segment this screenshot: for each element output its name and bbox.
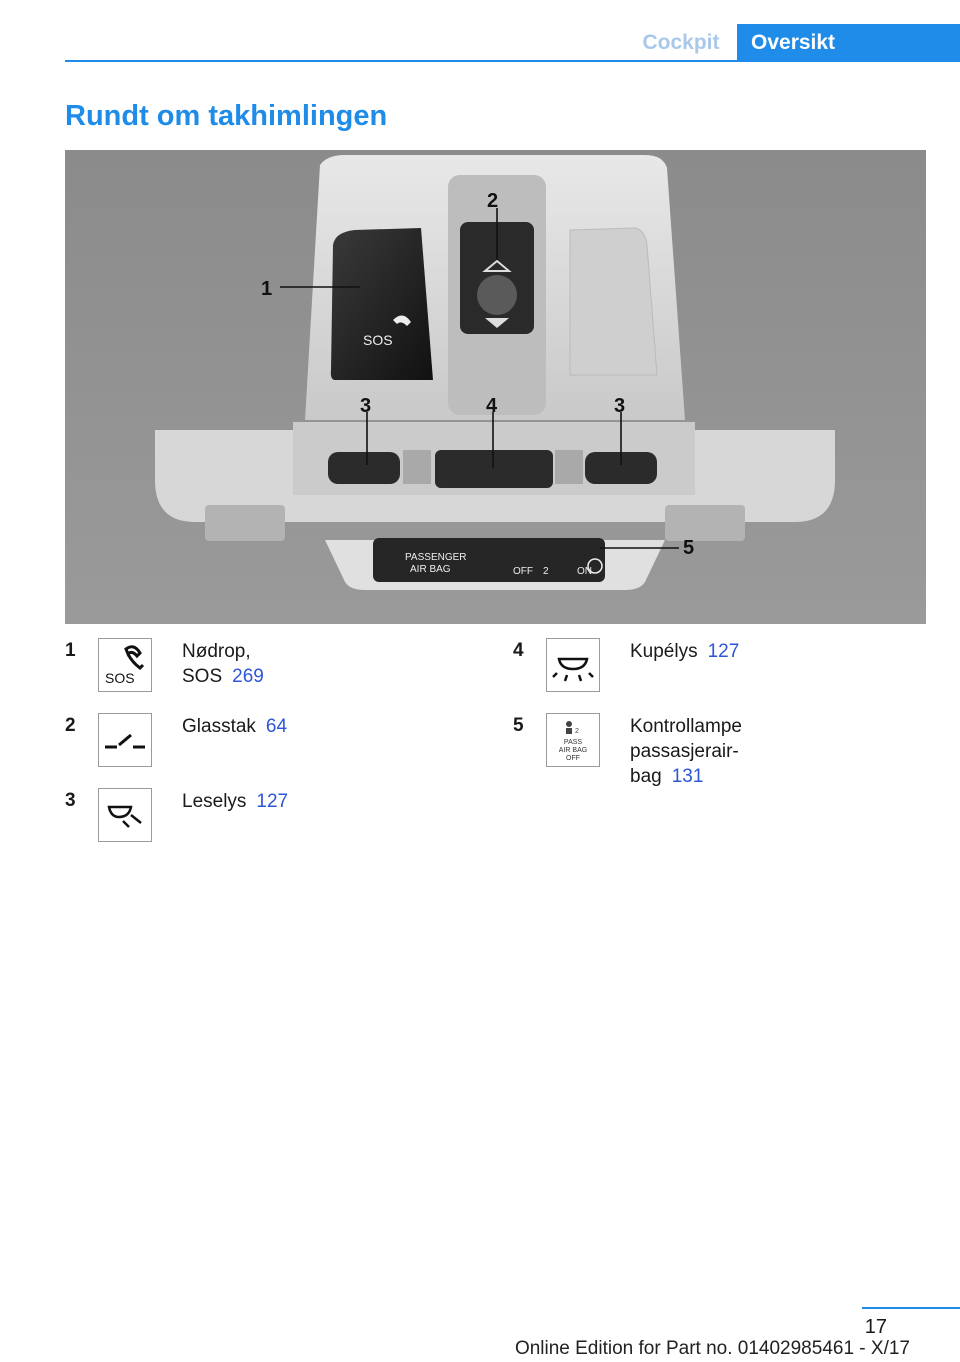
item-number: 3	[65, 790, 76, 811]
airbag-icon-line3: OFF	[566, 755, 580, 762]
edition-footer: Online Edition for Part no. 01402985461 - X/17	[514, 1338, 910, 1359]
item-label: Kupélys	[630, 641, 698, 662]
airbag-panel-on: ON	[577, 566, 592, 577]
item-label-line2: bag	[630, 766, 662, 787]
tab-oversikt[interactable]: Oversikt	[737, 24, 960, 62]
reading-light-icon	[98, 788, 152, 842]
callout-1: 1	[261, 278, 273, 300]
header-rule	[65, 60, 960, 62]
callout-3-left: 3	[360, 395, 372, 417]
item-description	[182, 639, 264, 689]
airbag-icon-line2: AIR BAG	[558, 747, 588, 754]
airbag-icon-seat: 2	[575, 728, 579, 735]
airbag-panel-seat: 2	[543, 566, 549, 577]
sunroof-icon	[98, 713, 152, 767]
item-label-line1: Kontrollampe passasjerair-	[630, 716, 742, 762]
item-label: Nødrop, SOS	[182, 641, 251, 687]
console-illustration	[65, 150, 926, 624]
tab-cockpit[interactable]: Cockpit	[642, 31, 720, 54]
page-number: 17	[864, 1316, 887, 1338]
footer-rule	[862, 1307, 960, 1309]
passenger-airbag-off-icon	[546, 713, 600, 767]
callout-3-right: 3	[614, 395, 626, 417]
page-header	[0, 0, 960, 62]
item-label: Leselys	[182, 791, 247, 812]
page-title: Rundt om takhimlingen	[65, 100, 388, 132]
item-number: 4	[513, 640, 524, 661]
item-description	[630, 639, 739, 664]
interior-light-icon	[546, 638, 600, 692]
page-link[interactable]: 127	[707, 641, 740, 662]
airbag-panel-line2: AIR BAG	[410, 564, 451, 575]
airbag-panel-line1: PASSENGER	[405, 552, 467, 563]
airbag-panel-off: OFF	[513, 566, 533, 577]
sos-button-label: SOS	[363, 332, 393, 348]
item-description	[182, 789, 288, 814]
item-number: 5	[513, 715, 524, 736]
callout-5: 5	[683, 537, 695, 559]
item-description	[630, 714, 742, 789]
item-number: 1	[65, 640, 76, 661]
sos-icon-label: SOS	[105, 670, 135, 686]
item-description	[182, 714, 287, 739]
callout-2: 2	[487, 190, 499, 212]
page-link[interactable]: 131	[671, 766, 704, 787]
item-label: Glasstak	[182, 716, 256, 737]
page-link[interactable]: 269	[232, 666, 264, 687]
callout-4: 4	[486, 395, 498, 417]
airbag-icon-line1: PASS	[563, 739, 583, 746]
page-link[interactable]: 127	[256, 791, 289, 812]
page-link[interactable]: 64	[265, 716, 288, 737]
item-number: 2	[65, 715, 76, 736]
sos-phone-icon	[98, 638, 152, 692]
overhead-console-photo	[65, 150, 926, 624]
